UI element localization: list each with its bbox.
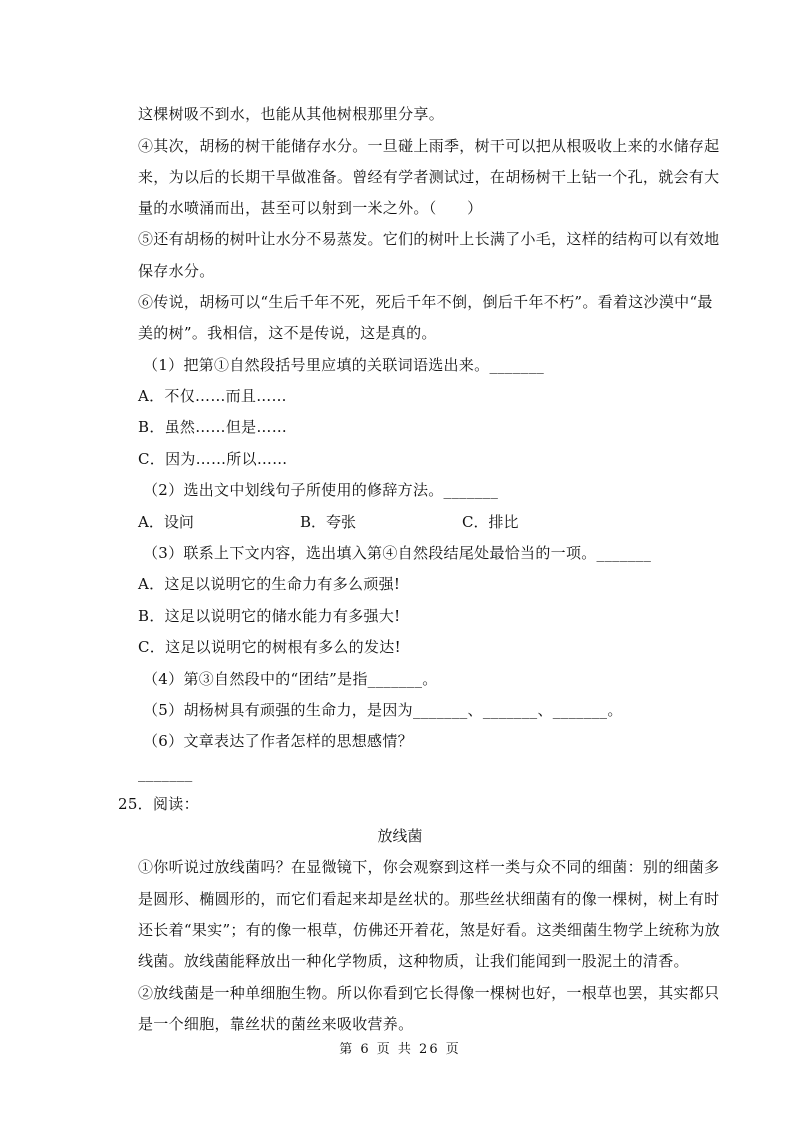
passage-line: 保存水分。 bbox=[138, 262, 215, 280]
passage-line: ②放线菌是一种单细胞生物。所以你看到它长得像一棵树也好，一根草也罢，其实都只 bbox=[138, 984, 720, 1002]
question-1-option-a: A．不仅……而且…… bbox=[138, 387, 287, 405]
question-3-option-c: C．这足以说明它的树根有多么的发达! bbox=[138, 638, 401, 656]
question-2-option-c: C．排比 bbox=[462, 513, 519, 531]
question-6-answer-blank: _______ bbox=[138, 764, 193, 782]
passage-line: ①你听说过放线菌吗？在显微镜下，你会观察到这样一类与众不同的细菌：别的细菌多 bbox=[138, 858, 720, 876]
passage-line: 来，为以后的长期干旱做准备。曾经有学者测试过，在胡杨树干上钻一个孔，就会有大 bbox=[138, 168, 720, 186]
question-1-option-c: C．因为……所以…… bbox=[138, 450, 288, 468]
question-1-option-b: B．虽然……但是…… bbox=[138, 418, 288, 436]
passage-line: ④其次，胡杨的树干能储存水分。一旦碰上雨季，树干可以把从根吸收上来的水储存起 bbox=[138, 137, 720, 155]
question-3-stem: （3）联系上下文内容，选出填入第④自然段结尾处最恰当的一项。_______ bbox=[143, 544, 652, 562]
question-5-stem: （5）胡杨树具有顽强的生命力，是因为_______、_______、_______。 bbox=[143, 701, 623, 719]
passage-line: 美的树”。我相信，这不是传说，这是真的。 bbox=[138, 324, 437, 342]
passage-line: 是圆形、椭圆形的，而它们看起来却是丝状的。那些丝状细菌有的像一棵树，树上有时 bbox=[138, 890, 720, 908]
question-2-option-a: A．设问 bbox=[138, 513, 194, 531]
question-2-stem: （2）选出文中划线句子所使用的修辞方法。_______ bbox=[143, 481, 499, 499]
passage-title: 放线菌 bbox=[377, 827, 423, 845]
passage-line: ⑤还有胡杨的树叶让水分不易蒸发。它们的树叶上长满了小毛，这样的结构可以有效地 bbox=[138, 230, 720, 248]
question-6-stem: （6）文章表达了作者怎样的思想感情？ bbox=[143, 732, 413, 750]
passage-line: 量的水喷涌而出，甚至可以射到一米之外。（ ） bbox=[138, 199, 483, 217]
passage-line: 这棵树吸不到水，也能从其他树根那里分享。 bbox=[138, 105, 445, 123]
page-number: 第 6 页 共 26 页 bbox=[339, 1042, 461, 1057]
passage-line: ⑥传说，胡杨可以“生后千年不死，死后千年不倒，倒后千年不朽”。看着这沙漠中“最 bbox=[138, 293, 713, 311]
question-2-option-b: B．夸张 bbox=[300, 513, 357, 531]
passage-line: 线菌。放线菌能释放出一种化学物质，这种物质，让我们能闻到一股泥土的清香。 bbox=[138, 952, 689, 970]
passage-line: 还长着“果实”；有的像一根草，仿佛还开着花，煞是好看。这类细菌生物学上统称为放 bbox=[138, 921, 721, 939]
question-3-option-b: B．这足以说明它的储水能力有多强大! bbox=[138, 607, 401, 625]
passage-line: 是一个细胞，靠丝状的菌丝来吸收营养。 bbox=[138, 1015, 414, 1033]
question-3-option-a: A．这足以说明它的生命力有多么顽强! bbox=[138, 575, 401, 593]
question-1-stem: （1）把第①自然段括号里应填的关联词语选出来。_______ bbox=[143, 356, 545, 374]
question-4-stem: （4）第③自然段中的“团结”是指_______。 bbox=[143, 670, 438, 688]
question-25-heading: 25．阅读： bbox=[118, 795, 199, 813]
